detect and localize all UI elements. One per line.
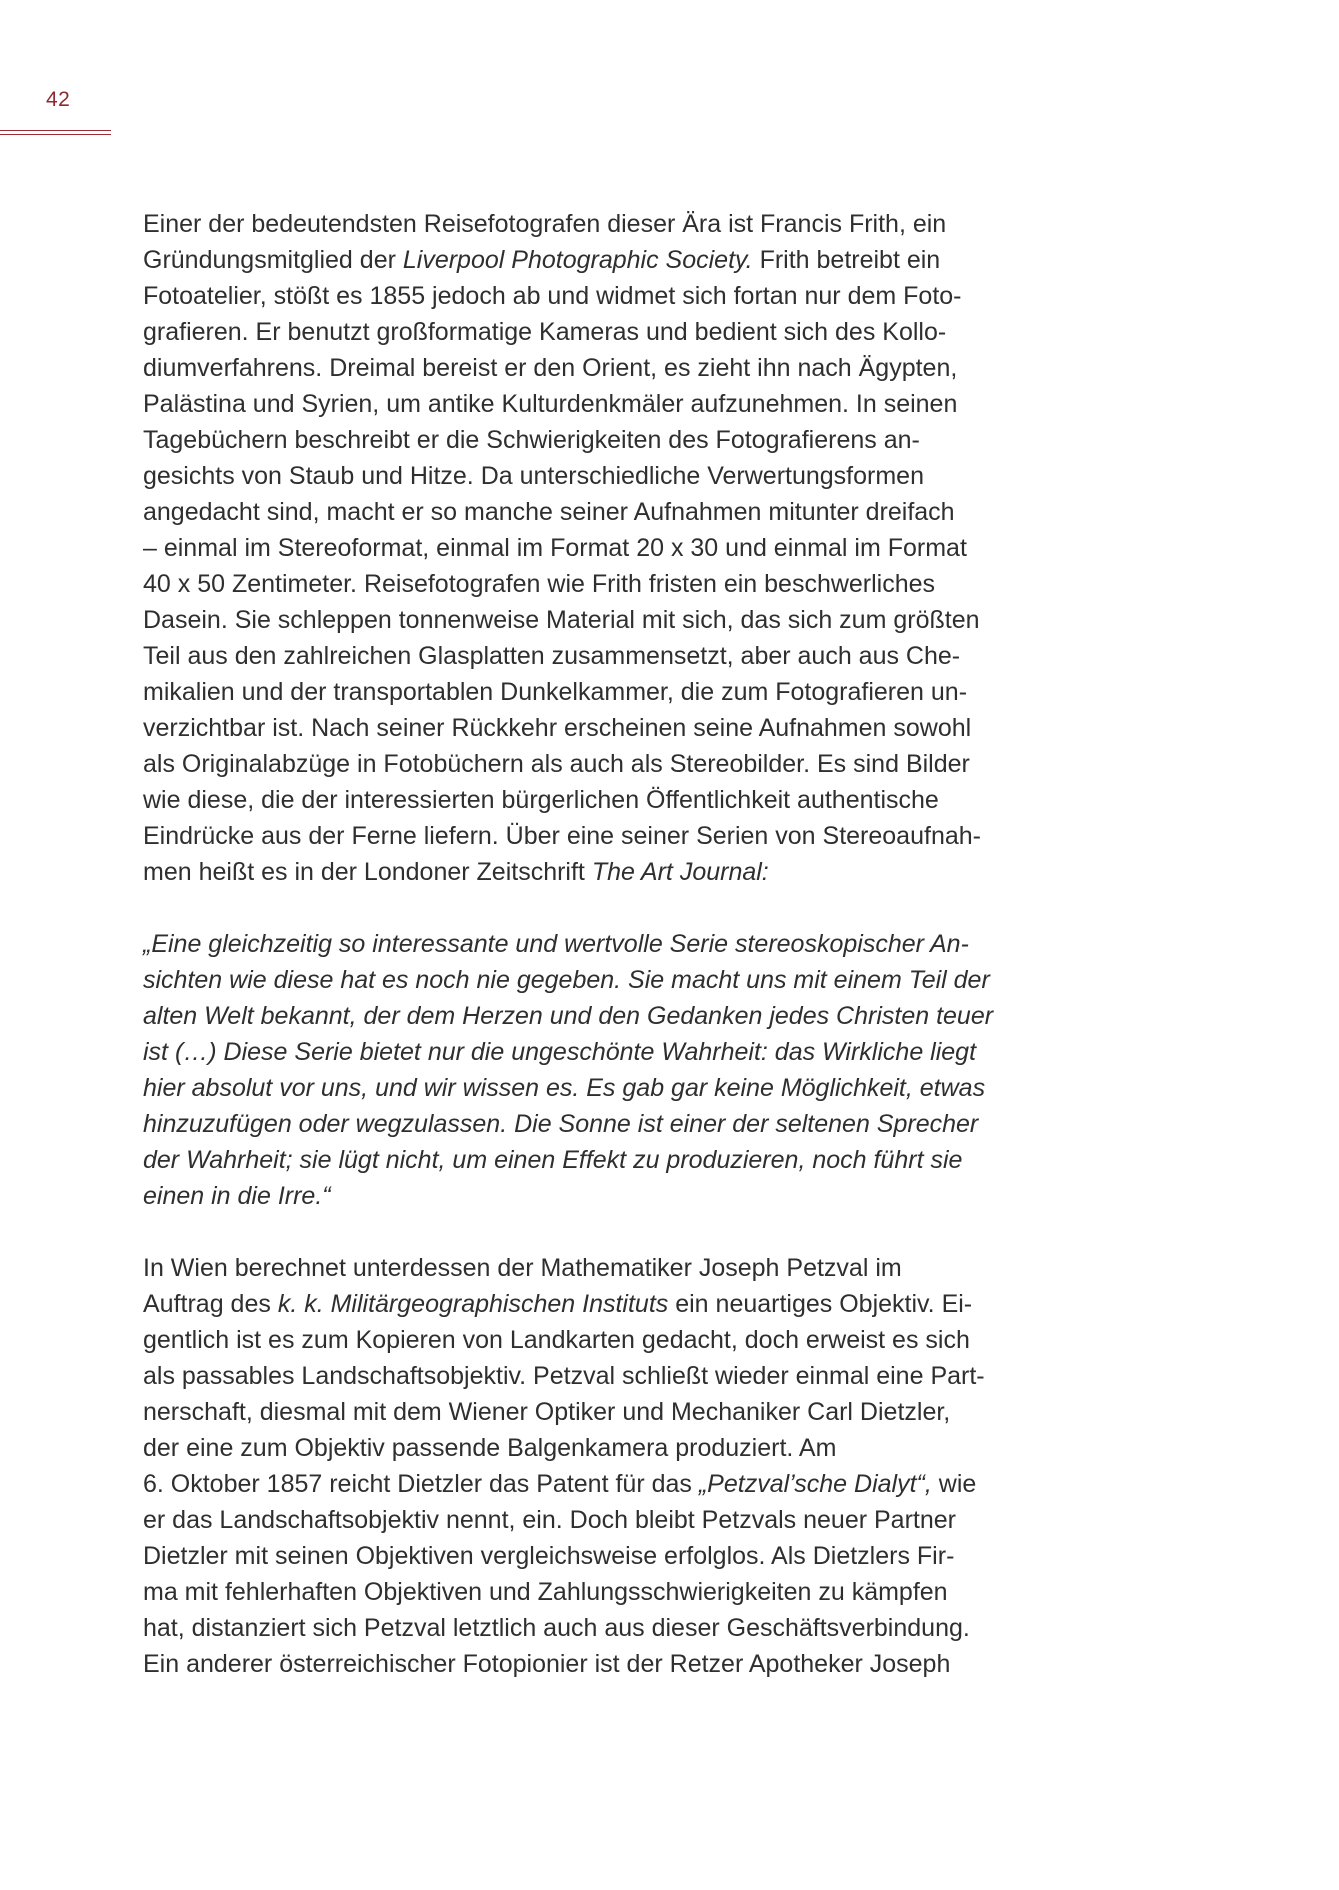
text-line: In Wien berechnet unterdessen der Mathematiker Joseph Petzval im — [143, 1254, 902, 1282]
text-line: Dietzler mit seinen Objektiven vergleichsweise erfolglos. Als Dietzlers Fir- — [143, 1542, 955, 1570]
text-line: – einmal im Stereoformat, einmal im Format 20 x 30 und einmal im Format — [143, 534, 967, 562]
text-line: Einer der bedeutendsten Reisefotografen dieser Ära ist Francis Frith, ein — [143, 210, 947, 238]
text-line: einen in die Irre.“ — [143, 1182, 331, 1210]
page-number: 42 — [46, 88, 71, 111]
text-line: alten Welt bekannt, der dem Herzen und den Gedanken jedes Christen teuer — [143, 1002, 994, 1030]
text-line: Fotoatelier, stößt es 1855 jedoch ab und widmet sich fortan nur dem Foto- — [143, 282, 962, 310]
text-line: angedacht sind, macht er so manche seiner Aufnahmen mitunter dreifach — [143, 498, 955, 526]
body-text — [143, 206, 1043, 1682]
paragraph-frith — [143, 206, 1043, 890]
header-rule-bottom — [0, 134, 111, 135]
text-line: 40 x 50 Zentimeter. Reisefotografen wie Frith fristen ein beschwerliches — [143, 570, 936, 598]
header-rule-top — [0, 130, 111, 131]
text-line: ma mit fehlerhaften Objektiven und Zahlungsschwierigkeiten zu kämpfen — [143, 1578, 948, 1606]
text-run: men heißt es in der Londoner Zeitschrift — [143, 858, 592, 886]
text-line: verzichtbar ist. Nach seiner Rückkehr erscheinen seine Aufnahmen sowohl — [143, 714, 972, 742]
text-line: wie diese, die der interessierten bürgerlichen Öffentlichkeit authentische — [143, 786, 939, 814]
italic-run: The Art Journal: — [591, 858, 769, 886]
italic-run: k. k. Militärgeographischen Instituts — [277, 1290, 669, 1318]
paragraph-gap — [143, 1214, 1043, 1250]
text-run: Auftrag des — [143, 1290, 278, 1318]
text-run: Gründungsmitglied der — [143, 246, 403, 274]
text-line: Eindrücke aus der Ferne liefern. Über eine seiner Serien von Stereoaufnah- — [143, 822, 981, 850]
text-line — [143, 854, 1043, 890]
text-line: mikalien und der transportablen Dunkelkammer, die zum Fotografieren un- — [143, 678, 968, 706]
text-line: Dasein. Sie schleppen tonnenweise Material mit sich, das sich zum größten — [143, 606, 980, 634]
text-run: Frith betreibt ein — [752, 246, 941, 274]
text-line: grafieren. Er benutzt großformatige Kameras und bedient sich des Kollo- — [143, 318, 947, 346]
text-line: als passables Landschaftsobjektiv. Petzval schließt wieder einmal eine Part- — [143, 1362, 985, 1390]
text-line: Ein anderer österreichischer Fotopionier ist der Retzer Apotheker Joseph — [143, 1650, 951, 1678]
text-line — [143, 1466, 1043, 1502]
text-line: hier absolut vor uns, und wir wissen es. Es gab gar keine Möglichkeit, etwas — [143, 1074, 986, 1102]
text-line — [143, 1286, 1043, 1322]
text-line: gentlich ist es zum Kopieren von Landkarten gedacht, doch erweist es sich — [143, 1326, 970, 1354]
text-line: als Originalabzüge in Fotobüchern als auch als Stereobilder. Es sind Bilder — [143, 750, 970, 778]
text-line: ist (…) Diese Serie bietet nur die ungeschönte Wahrheit: das Wirkliche liegt — [143, 1038, 977, 1066]
text-line: der Wahrheit; sie lügt nicht, um einen Effekt zu produzieren, noch führt sie — [143, 1146, 963, 1174]
text-run: ein neuartiges Objektiv. Ei- — [668, 1290, 973, 1318]
text-line: gesichts von Staub und Hitze. Da unterschiedliche Verwertungsformen — [143, 462, 924, 490]
text-line: diumverfahrens. Dreimal bereist er den Orient, es zieht ihn nach Ägypten, — [143, 354, 958, 382]
text-line: er das Landschaftsobjektiv nennt, ein. Doch bleibt Petzvals neuer Partner — [143, 1506, 956, 1534]
text-line: hinzuzufügen oder wegzulassen. Die Sonne ist einer der seltenen Sprecher — [143, 1110, 979, 1138]
text-line: der eine zum Objektiv passende Balgenkamera produziert. Am — [143, 1434, 837, 1462]
paragraph-gap — [143, 890, 1043, 926]
text-line — [143, 242, 1043, 278]
text-line: Teil aus den zahlreichen Glasplatten zusammensetzt, aber auch aus Che- — [143, 642, 961, 670]
text-run: wie — [931, 1470, 977, 1498]
text-line: hat, distanziert sich Petzval letztlich auch aus dieser Geschäftsverbindung. — [143, 1614, 970, 1642]
text-run: 6. Oktober 1857 reicht Dietzler das Patent für das — [143, 1470, 699, 1498]
text-line: Tagebüchern beschreibt er die Schwierigkeiten des Fotografierens an- — [143, 426, 920, 454]
text-line: Palästina und Syrien, um antike Kulturdenkmäler aufzunehmen. In seinen — [143, 390, 958, 418]
paragraph-petzval — [143, 1250, 1043, 1682]
quote-art-journal — [143, 926, 1043, 1214]
italic-run: „Petzval’sche Dialyt“, — [698, 1470, 932, 1498]
text-line: nerschaft, diesmal mit dem Wiener Optiker und Mechaniker Carl Dietzler, — [143, 1398, 951, 1426]
italic-run: Liverpool Photographic Society. — [402, 246, 753, 274]
text-line: „Eine gleichzeitig so interessante und wertvolle Serie stereoskopischer An- — [143, 930, 969, 958]
text-line: sichten wie diese hat es noch nie gegeben. Sie macht uns mit einem Teil der — [143, 966, 990, 994]
